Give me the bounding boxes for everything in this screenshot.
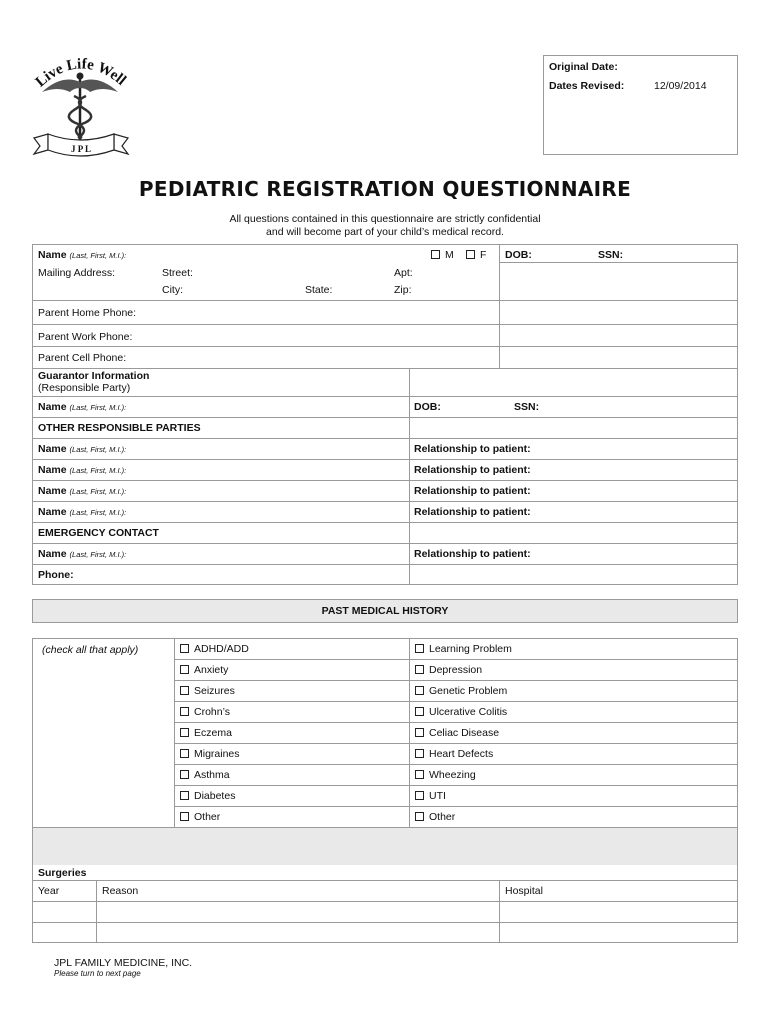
guarantor-dob-label: DOB: bbox=[414, 401, 441, 413]
condition-item[interactable]: Genetic Problem bbox=[415, 685, 507, 697]
condition-item[interactable]: Ulcerative Colitis bbox=[415, 706, 507, 718]
condition-item[interactable]: Eczema bbox=[180, 727, 232, 739]
condition-checkbox[interactable] bbox=[415, 686, 424, 695]
other-party-relationship-label: Relationship to patient: bbox=[414, 464, 531, 476]
other-party-relationship-label: Relationship to patient: bbox=[414, 485, 531, 497]
condition-item[interactable]: Crohn’s bbox=[180, 706, 230, 718]
emergency-relationship-label: Relationship to patient: bbox=[414, 548, 531, 560]
condition-checkbox[interactable] bbox=[415, 791, 424, 800]
surgeries-heading: Surgeries bbox=[38, 867, 87, 879]
city-label: City: bbox=[162, 284, 183, 296]
condition-checkbox[interactable] bbox=[415, 665, 424, 674]
pmh-heading: PAST MEDICAL HISTORY bbox=[321, 605, 449, 617]
dates-revised-label: Dates Revised: bbox=[549, 80, 625, 92]
sex-male-option[interactable]: M bbox=[431, 249, 454, 261]
condition-checkbox[interactable] bbox=[180, 644, 189, 653]
other-party-name-label: Name (Last, First, M.I.): bbox=[38, 464, 127, 476]
emergency-heading: EMERGENCY CONTACT bbox=[38, 527, 159, 539]
condition-item[interactable]: Other bbox=[415, 811, 455, 823]
guarantor-name-label: Name (Last, First, M.I.): bbox=[38, 401, 127, 413]
condition-checkbox[interactable] bbox=[180, 749, 189, 758]
condition-checkbox[interactable] bbox=[180, 812, 189, 821]
emergency-name-label: Name (Last, First, M.I.): bbox=[38, 548, 127, 560]
condition-checkbox[interactable] bbox=[415, 728, 424, 737]
condition-item[interactable]: Learning Problem bbox=[415, 643, 512, 655]
guarantor-ssn-label: SSN: bbox=[514, 401, 540, 413]
sex-female-option[interactable]: F bbox=[466, 249, 486, 261]
original-date-label: Original Date: bbox=[549, 61, 618, 73]
mailing-address-label: Mailing Address: bbox=[38, 267, 116, 279]
condition-item[interactable]: Asthma bbox=[180, 769, 230, 781]
patient-dob-label: DOB: bbox=[505, 249, 532, 261]
condition-checkbox[interactable] bbox=[415, 749, 424, 758]
state-label: State: bbox=[305, 284, 333, 296]
condition-item[interactable]: Other bbox=[180, 811, 220, 823]
other-party-relationship-label: Relationship to patient: bbox=[414, 443, 531, 455]
condition-item[interactable]: UTI bbox=[415, 790, 446, 802]
condition-checkbox[interactable] bbox=[415, 812, 424, 821]
other-party-name-label: Name (Last, First, M.I.): bbox=[38, 485, 127, 497]
footer-company: JPL FAMILY MEDICINE, INC. bbox=[54, 957, 193, 969]
condition-item[interactable]: Celiac Disease bbox=[415, 727, 499, 739]
other-parties-heading: OTHER RESPONSIBLE PARTIES bbox=[38, 422, 201, 434]
parent-home-phone-label: Parent Home Phone: bbox=[38, 307, 137, 319]
parent-cell-phone-label: Parent Cell Phone: bbox=[38, 352, 127, 364]
caduceus-logo-icon bbox=[22, 52, 140, 160]
condition-item[interactable]: Heart Defects bbox=[415, 748, 493, 760]
emergency-phone-label: Phone: bbox=[38, 569, 74, 581]
zip-label: Zip: bbox=[394, 284, 412, 296]
patient-name-label: Name (Last, First, M.I.): bbox=[38, 249, 127, 261]
condition-checkbox[interactable] bbox=[180, 770, 189, 779]
condition-checkbox[interactable] bbox=[415, 770, 424, 779]
apt-label: Apt: bbox=[394, 267, 413, 279]
female-checkbox[interactable] bbox=[466, 250, 475, 259]
condition-item[interactable]: Anxiety bbox=[180, 664, 228, 676]
condition-item[interactable]: Migraines bbox=[180, 748, 240, 760]
patient-ssn-label: SSN: bbox=[598, 249, 624, 261]
pmh-table bbox=[32, 638, 738, 943]
condition-item[interactable]: Depression bbox=[415, 664, 482, 676]
surgeries-reason-header: Reason bbox=[102, 885, 139, 897]
condition-checkbox[interactable] bbox=[180, 686, 189, 695]
condition-checkbox[interactable] bbox=[415, 644, 424, 653]
subtitle-line2: and will become part of your child’s medical record. bbox=[266, 226, 504, 238]
subtitle-line1: All questions contained in this questionnaire are strictly confidential bbox=[229, 213, 541, 225]
condition-checkbox[interactable] bbox=[180, 707, 189, 716]
pmh-instruction: (check all that apply) bbox=[42, 644, 139, 656]
condition-checkbox[interactable] bbox=[180, 665, 189, 674]
guarantor-heading: Guarantor Information bbox=[38, 370, 150, 382]
condition-item[interactable]: Wheezing bbox=[415, 769, 476, 781]
condition-item[interactable]: Seizures bbox=[180, 685, 235, 697]
condition-item[interactable]: ADHD/ADD bbox=[180, 643, 249, 655]
other-party-name-label: Name (Last, First, M.I.): bbox=[38, 443, 127, 455]
page-title: PEDIATRIC REGISTRATION QUESTIONNAIRE bbox=[138, 177, 632, 201]
surgeries-year-header: Year bbox=[38, 885, 60, 897]
condition-checkbox[interactable] bbox=[180, 791, 189, 800]
condition-item[interactable]: Diabetes bbox=[180, 790, 235, 802]
pmh-separator-band bbox=[33, 828, 737, 865]
condition-checkbox[interactable] bbox=[415, 707, 424, 716]
guarantor-subheading: (Responsible Party) bbox=[38, 382, 131, 394]
parent-work-phone-label: Parent Work Phone: bbox=[38, 331, 133, 343]
dates-revised-value: 12/09/2014 bbox=[654, 80, 707, 92]
other-party-name-label: Name (Last, First, M.I.): bbox=[38, 506, 127, 518]
street-label: Street: bbox=[162, 267, 193, 279]
surgeries-hospital-header: Hospital bbox=[505, 885, 543, 897]
male-checkbox[interactable] bbox=[431, 250, 440, 259]
logo-banner-text: J P L bbox=[70, 144, 92, 154]
footer-note: Please turn to next page bbox=[54, 969, 141, 978]
condition-checkbox[interactable] bbox=[180, 728, 189, 737]
other-party-relationship-label: Relationship to patient: bbox=[414, 506, 531, 518]
logo-arc-text: Live Life Well bbox=[32, 56, 129, 91]
logo bbox=[22, 52, 140, 160]
